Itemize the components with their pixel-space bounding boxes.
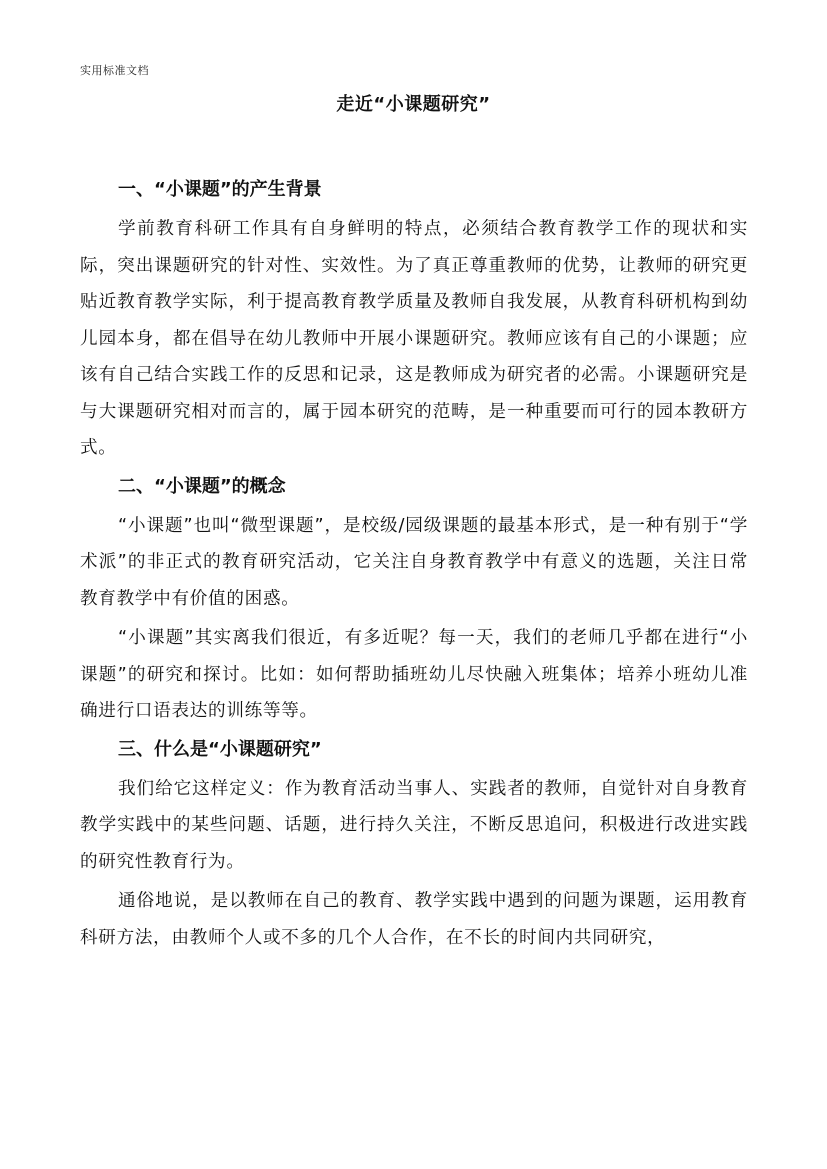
section-heading-3: 三、什么是“小课题研究” [118,738,322,760]
section-2-paragraph-2: “小课题”其实离我们很近，有多近呢？每一天，我们的老师几乎都在进行“小课题”的研究和探讨。比如：如何帮助插班幼儿尽快融入班集体；培养小班幼儿准确进行口语表达的训练等等。 [80,628,748,721]
section-3-paragraph-1: 我们给它这样定义：作为教育活动当事人、实践者的教师，自觉针对自身教育教学实践中的某些问题、话题，进行持久关注，不断反思追问，积极进行改进实践的研究性教育行为。 [80,778,748,872]
section-2-paragraph-1: “小课题”也叫“微型课题”，是校级/园级课题的最基本形式，是一种有别于“学术派”的非正式的教育研究活动，它关注自身教育教学中有意义的选题，关注日常教育教学中有价值的困惑。 [80,515,748,609]
header-label: 实用标准文档 [80,64,149,77]
page-title: 走近“小课题研究” [336,94,491,115]
section-heading-1: 一、“小课题”的产生背景 [118,179,322,200]
document-body [80,172,748,956]
section-heading-2: 二、“小课题”的概念 [118,475,286,497]
section-3-paragraph-2: 通俗地说，是以教师在自己的教育、教学实践中遇到的问题为课题，运用教育科研方法，由教师个人或不多的几个人合作，在不长的时间内共同研究， [80,891,748,948]
section-1-paragraph-1: 学前教育科研工作具有自身鲜明的特点，必须结合教育教学工作的现状和实际，突出课题研究的针对性、实效性。为了真正尊重教师的优势，让教师的研究更贴近教育教学实际，利于提高教育教学质量及教师自我发展，从教育科研机构到幼儿园本身，都在倡导在幼儿教师中开展小课题研究。教师应该有自己的小课题；应该有自己结合实践工作的反思和记录，这是教师成为研究者的必需。小课题研究是与大课题研究相对而言的，属于园本研究的范畴，是一种重要而可行的园本教研方式。 [80,219,748,458]
